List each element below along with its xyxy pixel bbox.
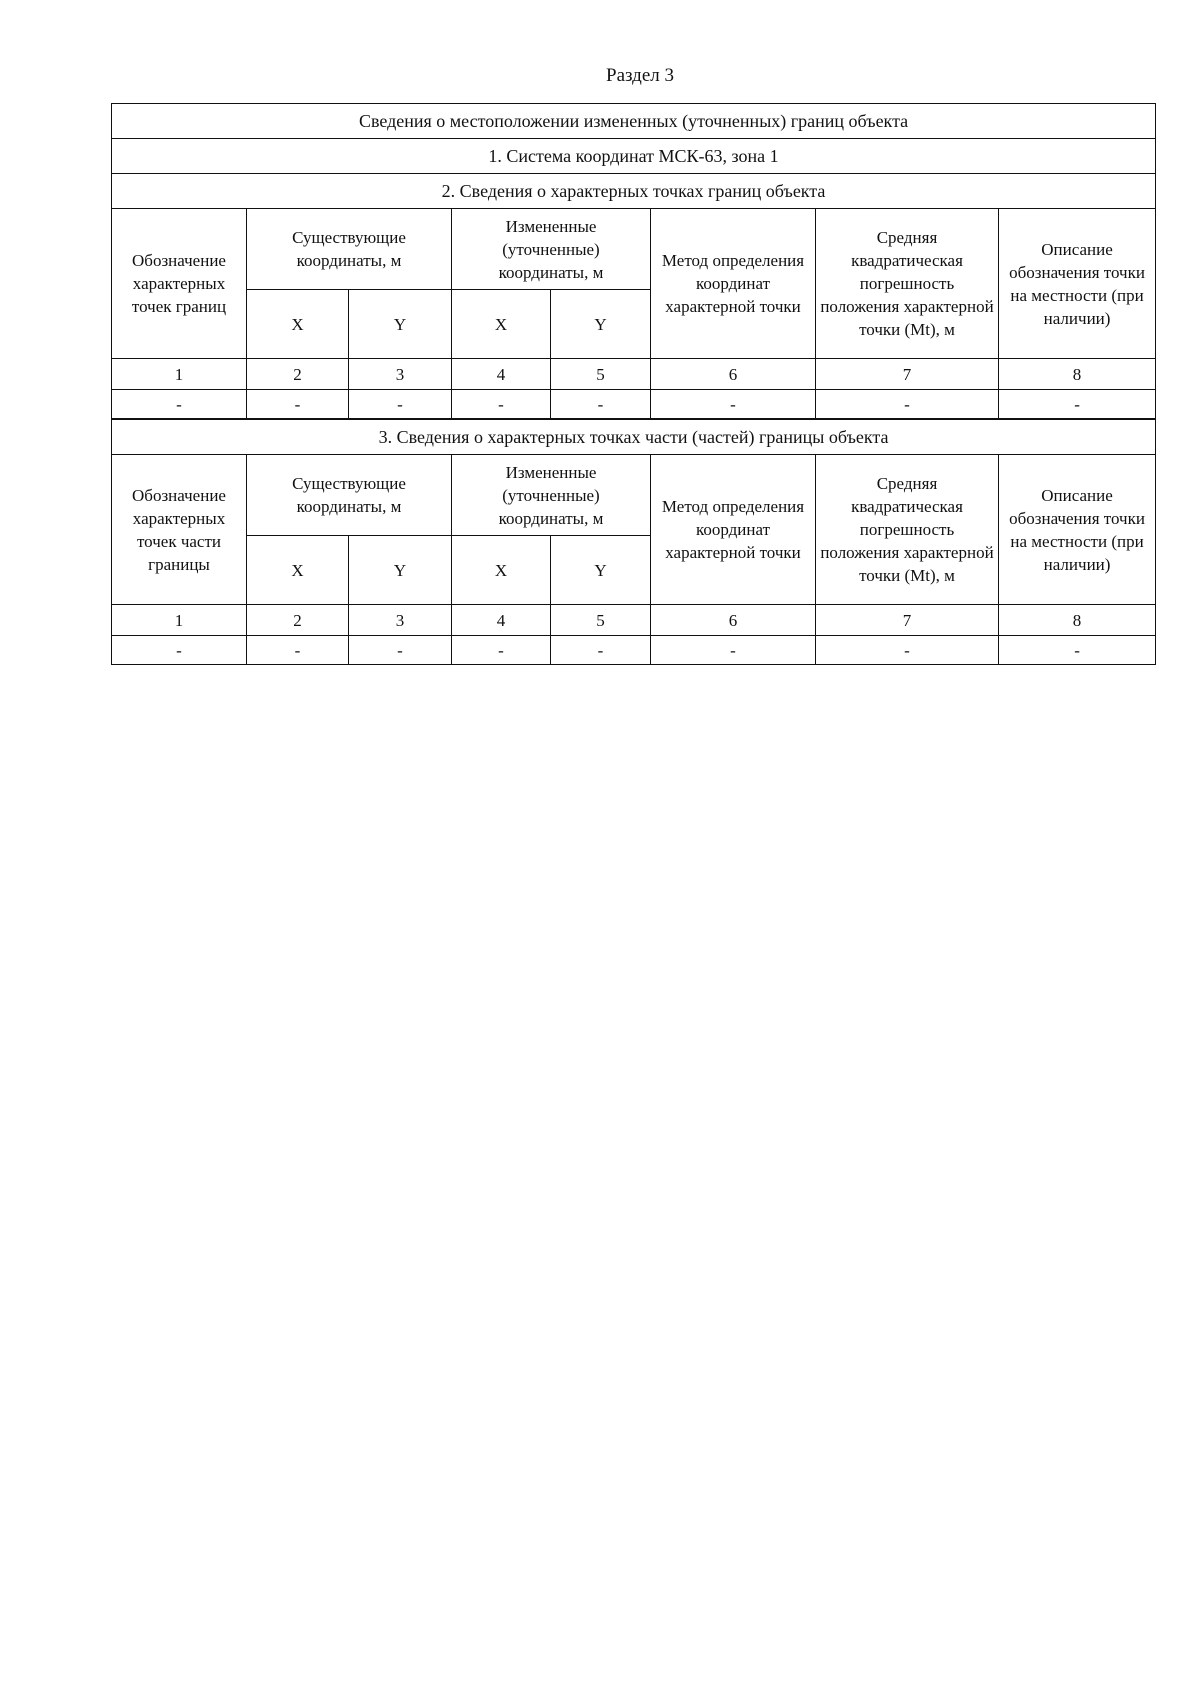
block1-col-designation: Обозначение характерных точек границ	[112, 209, 247, 359]
boundary-points-table	[111, 103, 1156, 665]
table-cell: -	[651, 390, 816, 420]
block1-sub-existing-x: X	[247, 290, 349, 359]
table-cell: -	[247, 636, 349, 665]
table-cell: -	[651, 636, 816, 665]
block2-sub-existing-y: Y	[349, 536, 452, 605]
column-number: 1	[112, 359, 247, 390]
table-cell: -	[551, 636, 651, 665]
table-cell: -	[247, 390, 349, 420]
table-cell: -	[999, 636, 1156, 665]
table-cell: -	[999, 390, 1156, 420]
block1-col-changed: Измененные (уточненные) координаты, м	[452, 209, 651, 290]
block2-heading: 3. Сведения о характерных точках части (частей) границы объекта	[112, 419, 1156, 455]
block2-column-numbers	[112, 605, 1156, 636]
coordinate-system: 1. Система координат МСК-63, зона 1	[112, 139, 1156, 174]
block2-col-method: Метод определения координат характерной точки	[651, 455, 816, 605]
block2-col-description: Описание обозначения точки на местности (при наличии)	[999, 455, 1156, 605]
table-cell: -	[112, 390, 247, 420]
column-number: 3	[349, 359, 452, 390]
block2-col-existing: Существующие координаты, м	[247, 455, 452, 536]
table-row	[112, 390, 1156, 420]
block1-col-description: Описание обозначения точки на местности (при наличии)	[999, 209, 1156, 359]
column-number: 8	[999, 605, 1156, 636]
block2-sub-changed-y: Y	[551, 536, 651, 605]
column-number: 4	[452, 359, 551, 390]
column-number: 6	[651, 359, 816, 390]
table-row	[112, 636, 1156, 665]
column-number: 5	[551, 359, 651, 390]
table-title: Сведения о местоположении измененных (уточненных) границ объекта	[112, 104, 1156, 139]
block1-column-numbers	[112, 359, 1156, 390]
block1-col-error: Средняя квадратическая погрешность положения характерной точки (Mt), м	[816, 209, 999, 359]
block2-col-error: Средняя квадратическая погрешность положения характерной точки (Mt), м	[816, 455, 999, 605]
block2-sub-existing-x: X	[247, 536, 349, 605]
column-number: 8	[999, 359, 1156, 390]
column-number: 7	[816, 359, 999, 390]
column-number: 1	[112, 605, 247, 636]
block2-col-changed: Измененные (уточненные) координаты, м	[452, 455, 651, 536]
block1-col-method: Метод определения координат характерной точки	[651, 209, 816, 359]
table-cell: -	[349, 636, 452, 665]
column-number: 4	[452, 605, 551, 636]
block1-sub-changed-y: Y	[551, 290, 651, 359]
column-number: 3	[349, 605, 452, 636]
block2-col-designation: Обозначение характерных точек части границы	[112, 455, 247, 605]
block1-col-existing: Существующие координаты, м	[247, 209, 452, 290]
table-cell: -	[112, 636, 247, 665]
column-number: 2	[247, 359, 349, 390]
table-cell: -	[816, 636, 999, 665]
block1-sub-changed-x: X	[452, 290, 551, 359]
block1-heading: 2. Сведения о характерных точках границ объекта	[112, 174, 1156, 209]
block1-sub-existing-y: Y	[349, 290, 452, 359]
table-cell: -	[349, 390, 452, 420]
block2-sub-changed-x: X	[452, 536, 551, 605]
table-cell: -	[452, 636, 551, 665]
column-number: 7	[816, 605, 999, 636]
section-title: Раздел 3	[606, 65, 674, 86]
column-number: 5	[551, 605, 651, 636]
table-cell: -	[816, 390, 999, 420]
column-number: 2	[247, 605, 349, 636]
column-number: 6	[651, 605, 816, 636]
table-cell: -	[551, 390, 651, 420]
table-cell: -	[452, 390, 551, 420]
